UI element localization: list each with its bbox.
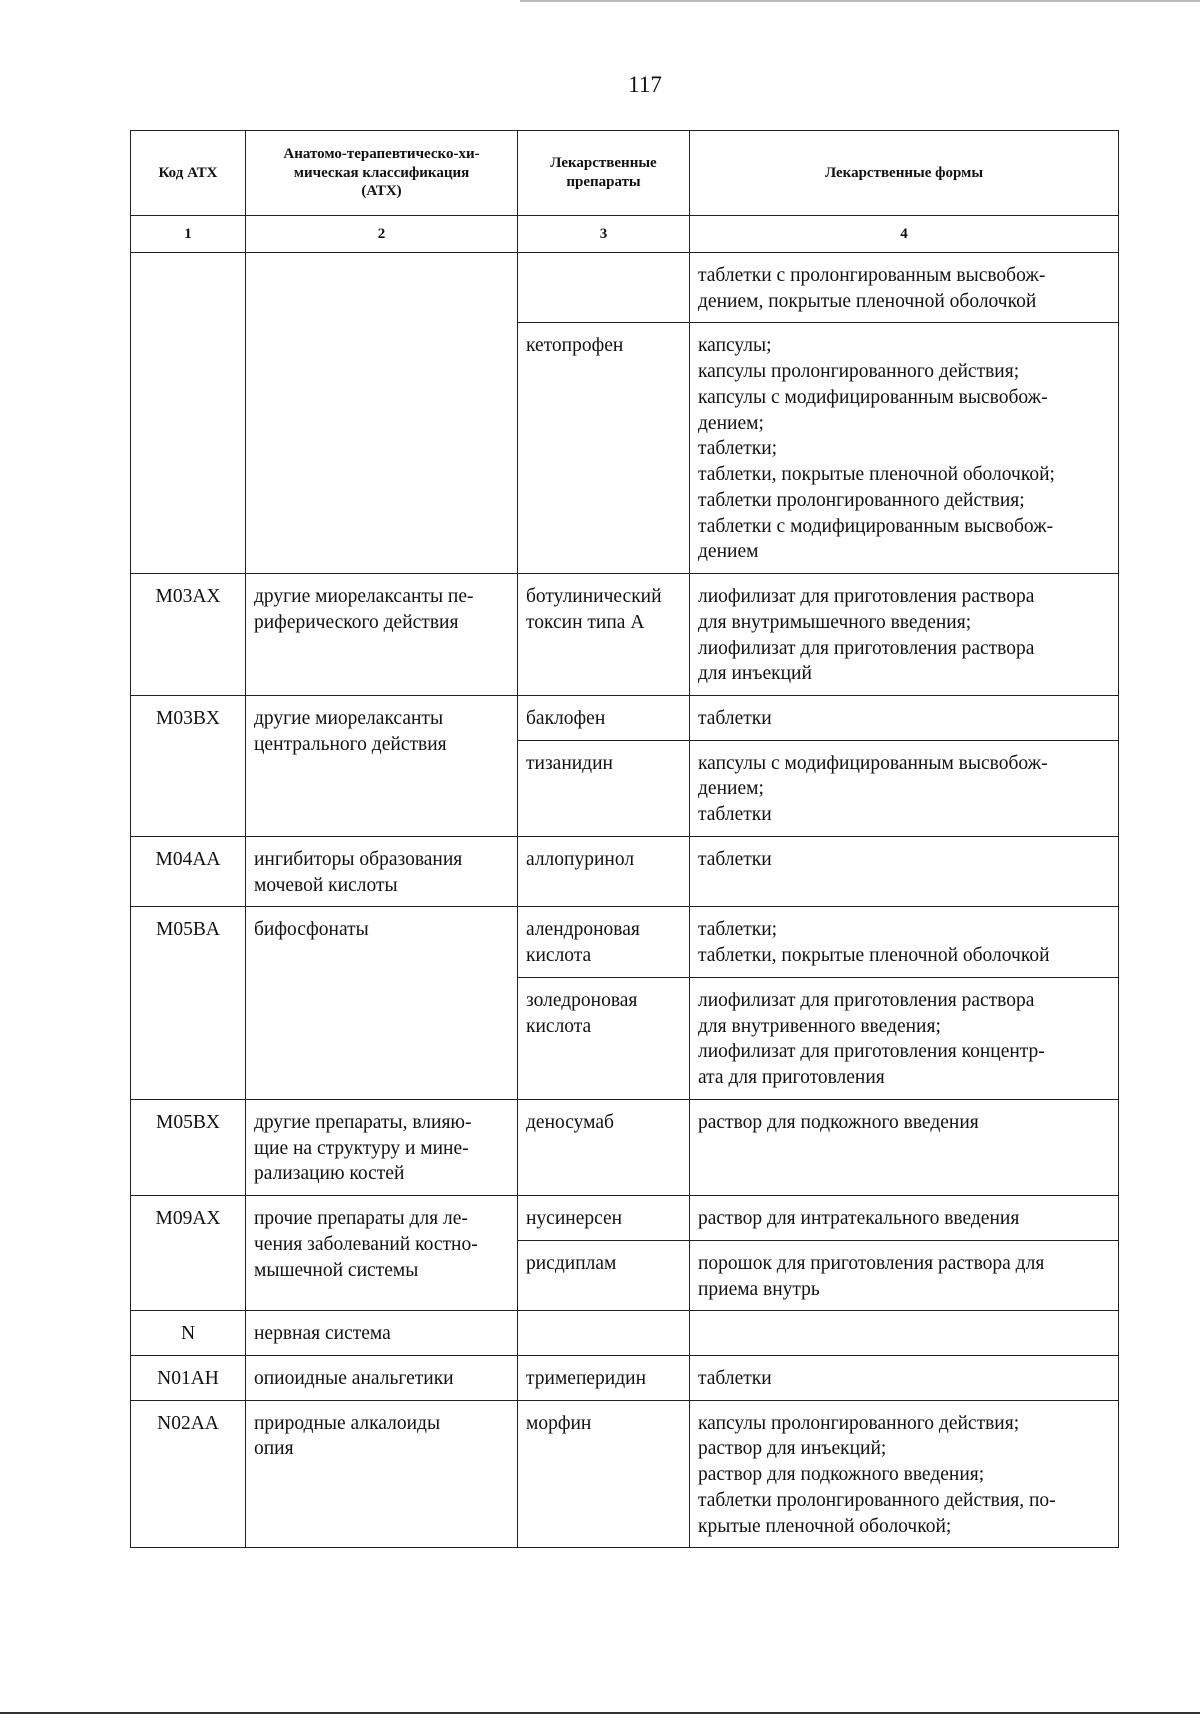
drug-cell: [518, 253, 690, 323]
table-row: [131, 907, 1119, 977]
atx-code-cell: M05BA: [131, 907, 246, 1099]
drug-cell: алендроновая кислота: [518, 907, 690, 977]
atx-code-cell: N01AH: [131, 1355, 246, 1400]
drug-cell: баклофен: [518, 696, 690, 741]
atx-code-cell: M09AX: [131, 1196, 246, 1311]
dosage-form-cell: раствор для интратекального введения: [690, 1196, 1119, 1241]
header-atx-code: Код АТХ: [131, 131, 246, 216]
atx-class-cell: другие миорелаксанты центрального действия: [246, 696, 518, 837]
atx-table: [130, 130, 1119, 1548]
dosage-form-cell: капсулы; капсулы пролонгированного действия; капсулы с модифицированным высвобож- дением; таблетки; таблетки, покрытые пленочной оболочкой; таблетки пролонгированного действия; таблетки с модифицированным высвобож- дением: [690, 323, 1119, 574]
table-row: [131, 1311, 1119, 1356]
column-number-1: 1: [131, 216, 246, 253]
drug-cell: кетопрофен: [518, 323, 690, 574]
column-number-2: 2: [246, 216, 518, 253]
dosage-form-cell: таблетки; таблетки, покрытые пленочной оболочкой: [690, 907, 1119, 977]
drug-cell: деносумаб: [518, 1099, 690, 1195]
dosage-form-cell: лиофилизат для приготовления раствора для внутримышечного введения; лиофилизат для приготовления раствора для инъекций: [690, 574, 1119, 696]
page-number: 117: [628, 72, 662, 97]
dosage-form-cell: лиофилизат для приготовления раствора для внутривенного введения; лиофилизат для приготовления концентр- ата для приготовления: [690, 977, 1119, 1099]
drug-cell: ботулинический токсин типа А: [518, 574, 690, 696]
atx-code-cell: M05BX: [131, 1099, 246, 1195]
atx-class-cell: нервная система: [246, 1311, 518, 1356]
header-drugs: Лекарственные препараты: [518, 131, 690, 216]
atx-class-cell: [246, 253, 518, 574]
atx-code-cell: [131, 253, 246, 574]
atx-class-cell: прочие препараты для ле- чения заболеваний костно- мышечной системы: [246, 1196, 518, 1311]
atx-code-cell: N02AA: [131, 1400, 246, 1548]
atx-class-cell: опиоидные анальгетики: [246, 1355, 518, 1400]
table-row: [131, 1400, 1119, 1548]
scan-bottom-edge: [0, 1712, 1200, 1714]
atx-class-cell: бифосфонаты: [246, 907, 518, 1099]
header-atx-classification: Анатомо-терапевтическо-хи- мическая классификация (АТХ): [246, 131, 518, 216]
drug-cell: золедроновая кислота: [518, 977, 690, 1099]
table-row: [131, 836, 1119, 906]
atx-code-cell: M04AA: [131, 836, 246, 906]
table-row: [131, 696, 1119, 741]
table-row: [131, 1355, 1119, 1400]
dosage-form-cell: капсулы пролонгированного действия; раствор для инъекций; раствор для подкожного введения; таблетки пролонгированного действия, по- крытые пленочной оболочкой;: [690, 1400, 1119, 1548]
table-header-row: [131, 131, 1119, 216]
atx-code-cell: M03AX: [131, 574, 246, 696]
atx-code-cell: M03BX: [131, 696, 246, 837]
table-row: [131, 1196, 1119, 1241]
dosage-form-cell: таблетки: [690, 836, 1119, 906]
table-row: [131, 1099, 1119, 1195]
dosage-form-cell: [690, 1311, 1119, 1356]
drug-cell: аллопуринол: [518, 836, 690, 906]
dosage-form-cell: капсулы с модифицированным высвобож- дением; таблетки: [690, 740, 1119, 836]
dosage-form-cell: таблетки: [690, 1355, 1119, 1400]
dosage-form-cell: таблетки: [690, 696, 1119, 741]
dosage-form-cell: порошок для приготовления раствора для приема внутрь: [690, 1240, 1119, 1310]
table-row: [131, 253, 1119, 323]
dosage-form-cell: раствор для подкожного введения: [690, 1099, 1119, 1195]
drug-cell: рисдиплам: [518, 1240, 690, 1310]
atx-class-cell: природные алкалоиды опия: [246, 1400, 518, 1548]
column-number-row: [131, 216, 1119, 253]
dosage-form-cell: таблетки с пролонгированным высвобож- дением, покрытые пленочной оболочкой: [690, 253, 1119, 323]
atx-class-cell: другие миорелаксанты пе- риферического действия: [246, 574, 518, 696]
atx-class-cell: ингибиторы образования мочевой кислоты: [246, 836, 518, 906]
drug-cell: [518, 1311, 690, 1356]
drug-cell: морфин: [518, 1400, 690, 1548]
column-number-4: 4: [690, 216, 1119, 253]
drug-cell: тримеперидин: [518, 1355, 690, 1400]
header-dosage-forms: Лекарственные формы: [690, 131, 1119, 216]
atx-class-cell: другие препараты, влияю- щие на структуру и мине- рализацию костей: [246, 1099, 518, 1195]
scan-top-edge: [520, 0, 1200, 2]
table-row: [131, 574, 1119, 696]
column-number-3: 3: [518, 216, 690, 253]
atx-code-cell: N: [131, 1311, 246, 1356]
drug-cell: нусинерсен: [518, 1196, 690, 1241]
drug-cell: тизанидин: [518, 740, 690, 836]
